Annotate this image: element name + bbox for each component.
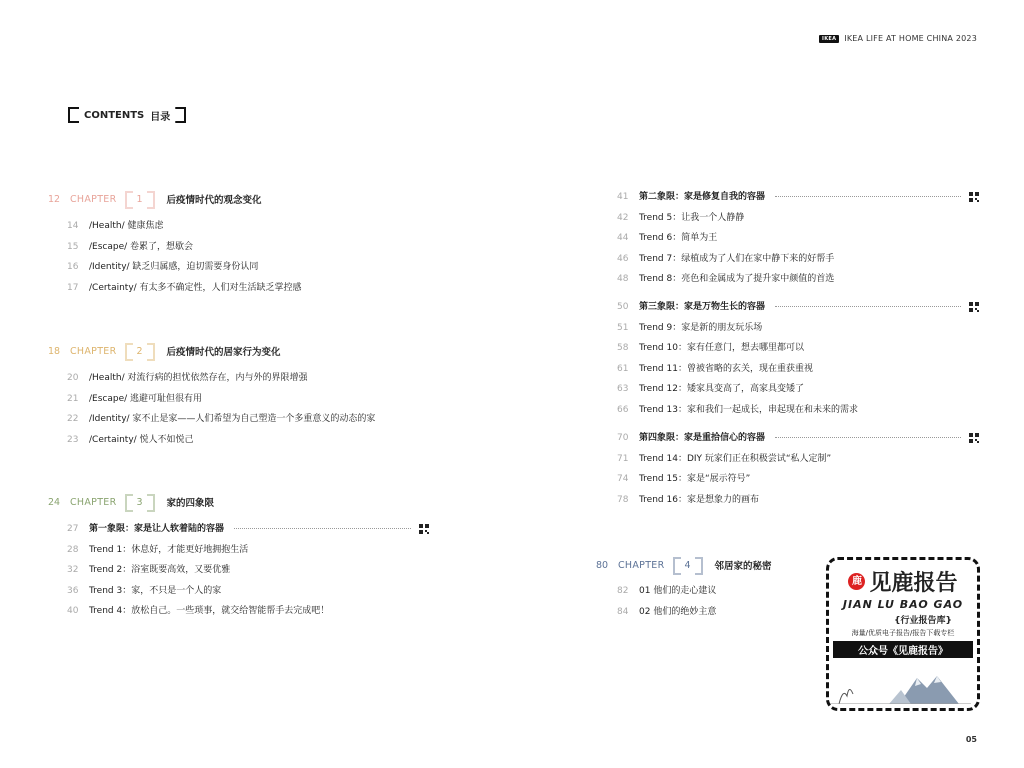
toc-entry[interactable]: [617, 602, 817, 623]
contents-title-cn: 目录: [150, 111, 171, 123]
chapter-page: 24: [48, 496, 61, 508]
entry-text: /Identity/ 家不止是家——人们希望为自己塑造一个多重意义的动态的家: [89, 414, 376, 424]
left-bracket-icon: [68, 107, 79, 123]
chapter-title: 后疫情时代的居家行为变化: [166, 347, 281, 358]
chapter-2-heading[interactable]: [48, 343, 281, 359]
header-title: IKEA LIFE AT HOME CHINA 2023: [844, 34, 977, 43]
page-header: [819, 34, 977, 43]
entry-text: Trend 10：家有任意门，想去哪里都可以: [639, 343, 804, 353]
chapter-tag: CHAPTER: [618, 559, 665, 571]
deer-seal-icon: 鹿: [848, 573, 865, 590]
entry-page: 58: [617, 343, 629, 353]
entry-text: Trend 15：家是“展示符号”: [639, 474, 751, 484]
entry-page: 32: [67, 565, 79, 575]
toc-entry[interactable]: [67, 278, 467, 299]
entry-text: 第二象限：家是修复自我的容器: [639, 192, 766, 202]
chapter-number: 4: [673, 560, 703, 571]
toc-entry[interactable]: [67, 257, 467, 278]
quadrant-2-section: [617, 187, 979, 290]
stamp-wechat: 公众号《见鹿报告》: [833, 641, 973, 658]
toc-entry[interactable]: [617, 228, 979, 249]
toc-entry[interactable]: [617, 449, 979, 470]
toc-entry[interactable]: [617, 208, 979, 229]
contents-title-en: CONTENTS: [84, 109, 145, 121]
entry-text: /Health/ 健康焦虑: [89, 221, 164, 231]
chapter-number: 3: [125, 497, 155, 508]
entry-page: 51: [617, 322, 629, 333]
entry-page: 15: [67, 241, 79, 252]
entry-page: 36: [67, 585, 79, 596]
chapter-tag: CHAPTER: [70, 193, 117, 205]
entry-text: Trend 13：家和我们一起成长，串起现在和未来的需求: [639, 404, 858, 415]
entry-text: /Health/ 对流行病的担忧依然存在，内与外的界限增强: [89, 373, 308, 383]
entry-page: 61: [617, 363, 629, 374]
toc-entry[interactable]: [67, 540, 429, 561]
chapter-page: 80: [596, 559, 609, 571]
entry-text: 第四象限：家是重拾信心的容器: [639, 433, 766, 443]
stamp-subtitle: 海量/优质电子报告/报告下载专栏: [851, 629, 955, 637]
chapter-title: 邻居家的秘密: [714, 561, 772, 572]
quadrant-4-section: [617, 428, 979, 510]
entry-text: Trend 11：曾被省略的玄关，现在重获重视: [639, 363, 813, 374]
entry-text: 01 他们的走心建议: [639, 586, 717, 596]
entry-text: 第一象限：家是让人软着陆的容器: [89, 524, 225, 534]
entry-page: 42: [617, 212, 629, 223]
dot-leader: [775, 195, 961, 197]
toc-entry[interactable]: [67, 430, 487, 451]
quadrant-3-section: [617, 297, 979, 420]
stamp-title-row: [829, 566, 977, 597]
ikea-logo: IKEA: [819, 35, 839, 43]
quadrant-entry[interactable]: [617, 428, 979, 449]
toc-entry[interactable]: [617, 581, 817, 602]
entry-page: 50: [617, 302, 629, 312]
toc-entry[interactable]: [617, 490, 979, 511]
chapter-1-heading[interactable]: [48, 191, 262, 207]
dot-leader: [775, 305, 961, 307]
dot-leader: [775, 436, 961, 438]
chapter-3-list: [67, 519, 429, 622]
chapter-2-list: [67, 368, 487, 450]
toc-entry[interactable]: [617, 318, 979, 339]
toc-entry[interactable]: [617, 269, 979, 290]
entry-text: /Escape/ 逃避可耻但很有用: [89, 393, 203, 404]
entry-page: 22: [67, 414, 79, 424]
toc-entry[interactable]: [67, 601, 429, 622]
entry-page: 84: [617, 606, 629, 617]
stamp-pinyin: JIAN LU BAO GAO: [842, 598, 964, 611]
toc-entry[interactable]: [617, 400, 979, 421]
entry-text: Trend 4：放松自己。一些琐事，就交给智能帮手去完成吧！: [89, 606, 330, 616]
entry-page: 20: [67, 373, 79, 383]
entry-text: /Certainty/ 有太多不确定性，人们对生活缺乏掌控感: [89, 282, 302, 293]
entry-text: Trend 9：家是新的朋友玩乐场: [639, 322, 763, 333]
dot-leader: [234, 527, 411, 529]
quadrant-entry[interactable]: [617, 187, 979, 208]
entry-page: 23: [67, 434, 79, 445]
entry-page: 41: [617, 192, 629, 202]
entry-page: 44: [617, 233, 629, 243]
mountain-illustration-icon: [829, 666, 971, 704]
entry-text: Trend 8：亮色和金属成为了提升家中颜值的首选: [639, 274, 835, 284]
toc-entry[interactable]: [67, 389, 487, 410]
chapter-page: 18: [48, 345, 61, 357]
entry-page: 46: [617, 253, 629, 264]
qr-code-icon: [969, 192, 979, 202]
entry-page: 71: [617, 453, 629, 464]
entry-text: Trend 14：DIY 玩家们正在积极尝试“私人定制”: [639, 453, 832, 464]
chapter-1-list: [67, 216, 467, 298]
entry-text: Trend 5：让我一个人静静: [639, 212, 745, 223]
toc-entry[interactable]: [617, 338, 979, 359]
quadrant-entry[interactable]: [67, 519, 429, 540]
right-bracket-icon: [175, 107, 186, 123]
entry-page: 21: [67, 393, 79, 404]
chapter-4-list: [617, 581, 817, 622]
qr-code-icon: [969, 302, 979, 312]
entry-text: /Identity/ 缺乏归属感，迫切需要身份认同: [89, 262, 259, 272]
entry-text: Trend 1：休息好，才能更好地拥抱生活: [89, 544, 249, 555]
qr-code-icon: [969, 433, 979, 443]
chapter-3-heading[interactable]: [48, 494, 214, 510]
entry-text: Trend 7：绿植成为了人们在家中静下来的好帮手: [639, 253, 835, 264]
entry-text: 第三象限：家是万物生长的容器: [639, 302, 766, 312]
toc-entry[interactable]: [617, 469, 979, 490]
entry-text: Trend 16：家是想象力的画布: [639, 494, 759, 505]
chapter-number: 1: [125, 194, 155, 205]
entry-text: Trend 6：简单为王: [639, 233, 718, 243]
chapter-4-heading[interactable]: [596, 557, 772, 573]
chapter-title: 家的四象限: [166, 498, 215, 509]
toc-entry[interactable]: [67, 216, 467, 237]
toc-entry[interactable]: [617, 379, 979, 400]
entry-text: 02 他们的绝妙主意: [639, 606, 717, 617]
stamp-title: 见鹿报告: [869, 571, 958, 596]
entry-page: 70: [617, 433, 629, 443]
entry-page: 40: [67, 606, 79, 616]
entry-page: 28: [67, 544, 79, 555]
toc-entry[interactable]: [67, 581, 429, 602]
entry-page: 66: [617, 404, 629, 415]
entry-text: Trend 3：家，不只是一个人的家: [89, 585, 222, 596]
contents-heading: [68, 107, 186, 123]
entry-page: 78: [617, 494, 629, 505]
entry-text: Trend 2：浴室既要高效，又要优雅: [89, 565, 231, 575]
page-number: 05: [965, 735, 977, 744]
entry-text: /Escape/ 卷累了，想歇会: [89, 241, 194, 252]
toc-entry[interactable]: [67, 237, 467, 258]
toc-entry[interactable]: [67, 409, 487, 430]
entry-page: 16: [67, 262, 79, 272]
toc-entry[interactable]: [617, 359, 979, 380]
chapter-tag: CHAPTER: [70, 496, 117, 508]
toc-entry[interactable]: [67, 560, 429, 581]
entry-text: Trend 12：矮家具变高了，高家具变矮了: [639, 384, 804, 394]
entry-page: 17: [67, 282, 79, 293]
entry-page: 74: [617, 474, 629, 484]
toc-entry[interactable]: [67, 368, 487, 389]
entry-page: 14: [67, 221, 79, 231]
chapter-tag: CHAPTER: [70, 345, 117, 357]
entry-page: 82: [617, 586, 629, 596]
chapter-title: 后疫情时代的观念变化: [166, 195, 262, 206]
entry-page: 48: [617, 274, 629, 284]
chapter-number: 2: [125, 346, 155, 357]
entry-page: 63: [617, 384, 629, 394]
entry-text: /Certainty/ 悦人不如悦己: [89, 434, 194, 445]
watermark-stamp: [826, 557, 980, 711]
entry-page: 27: [67, 524, 79, 534]
toc-entry[interactable]: [617, 249, 979, 270]
quadrant-entry[interactable]: [617, 297, 979, 318]
qr-code-icon: [419, 524, 429, 534]
chapter-page: 12: [48, 193, 61, 205]
stamp-library: {行业报告库}: [894, 616, 952, 626]
